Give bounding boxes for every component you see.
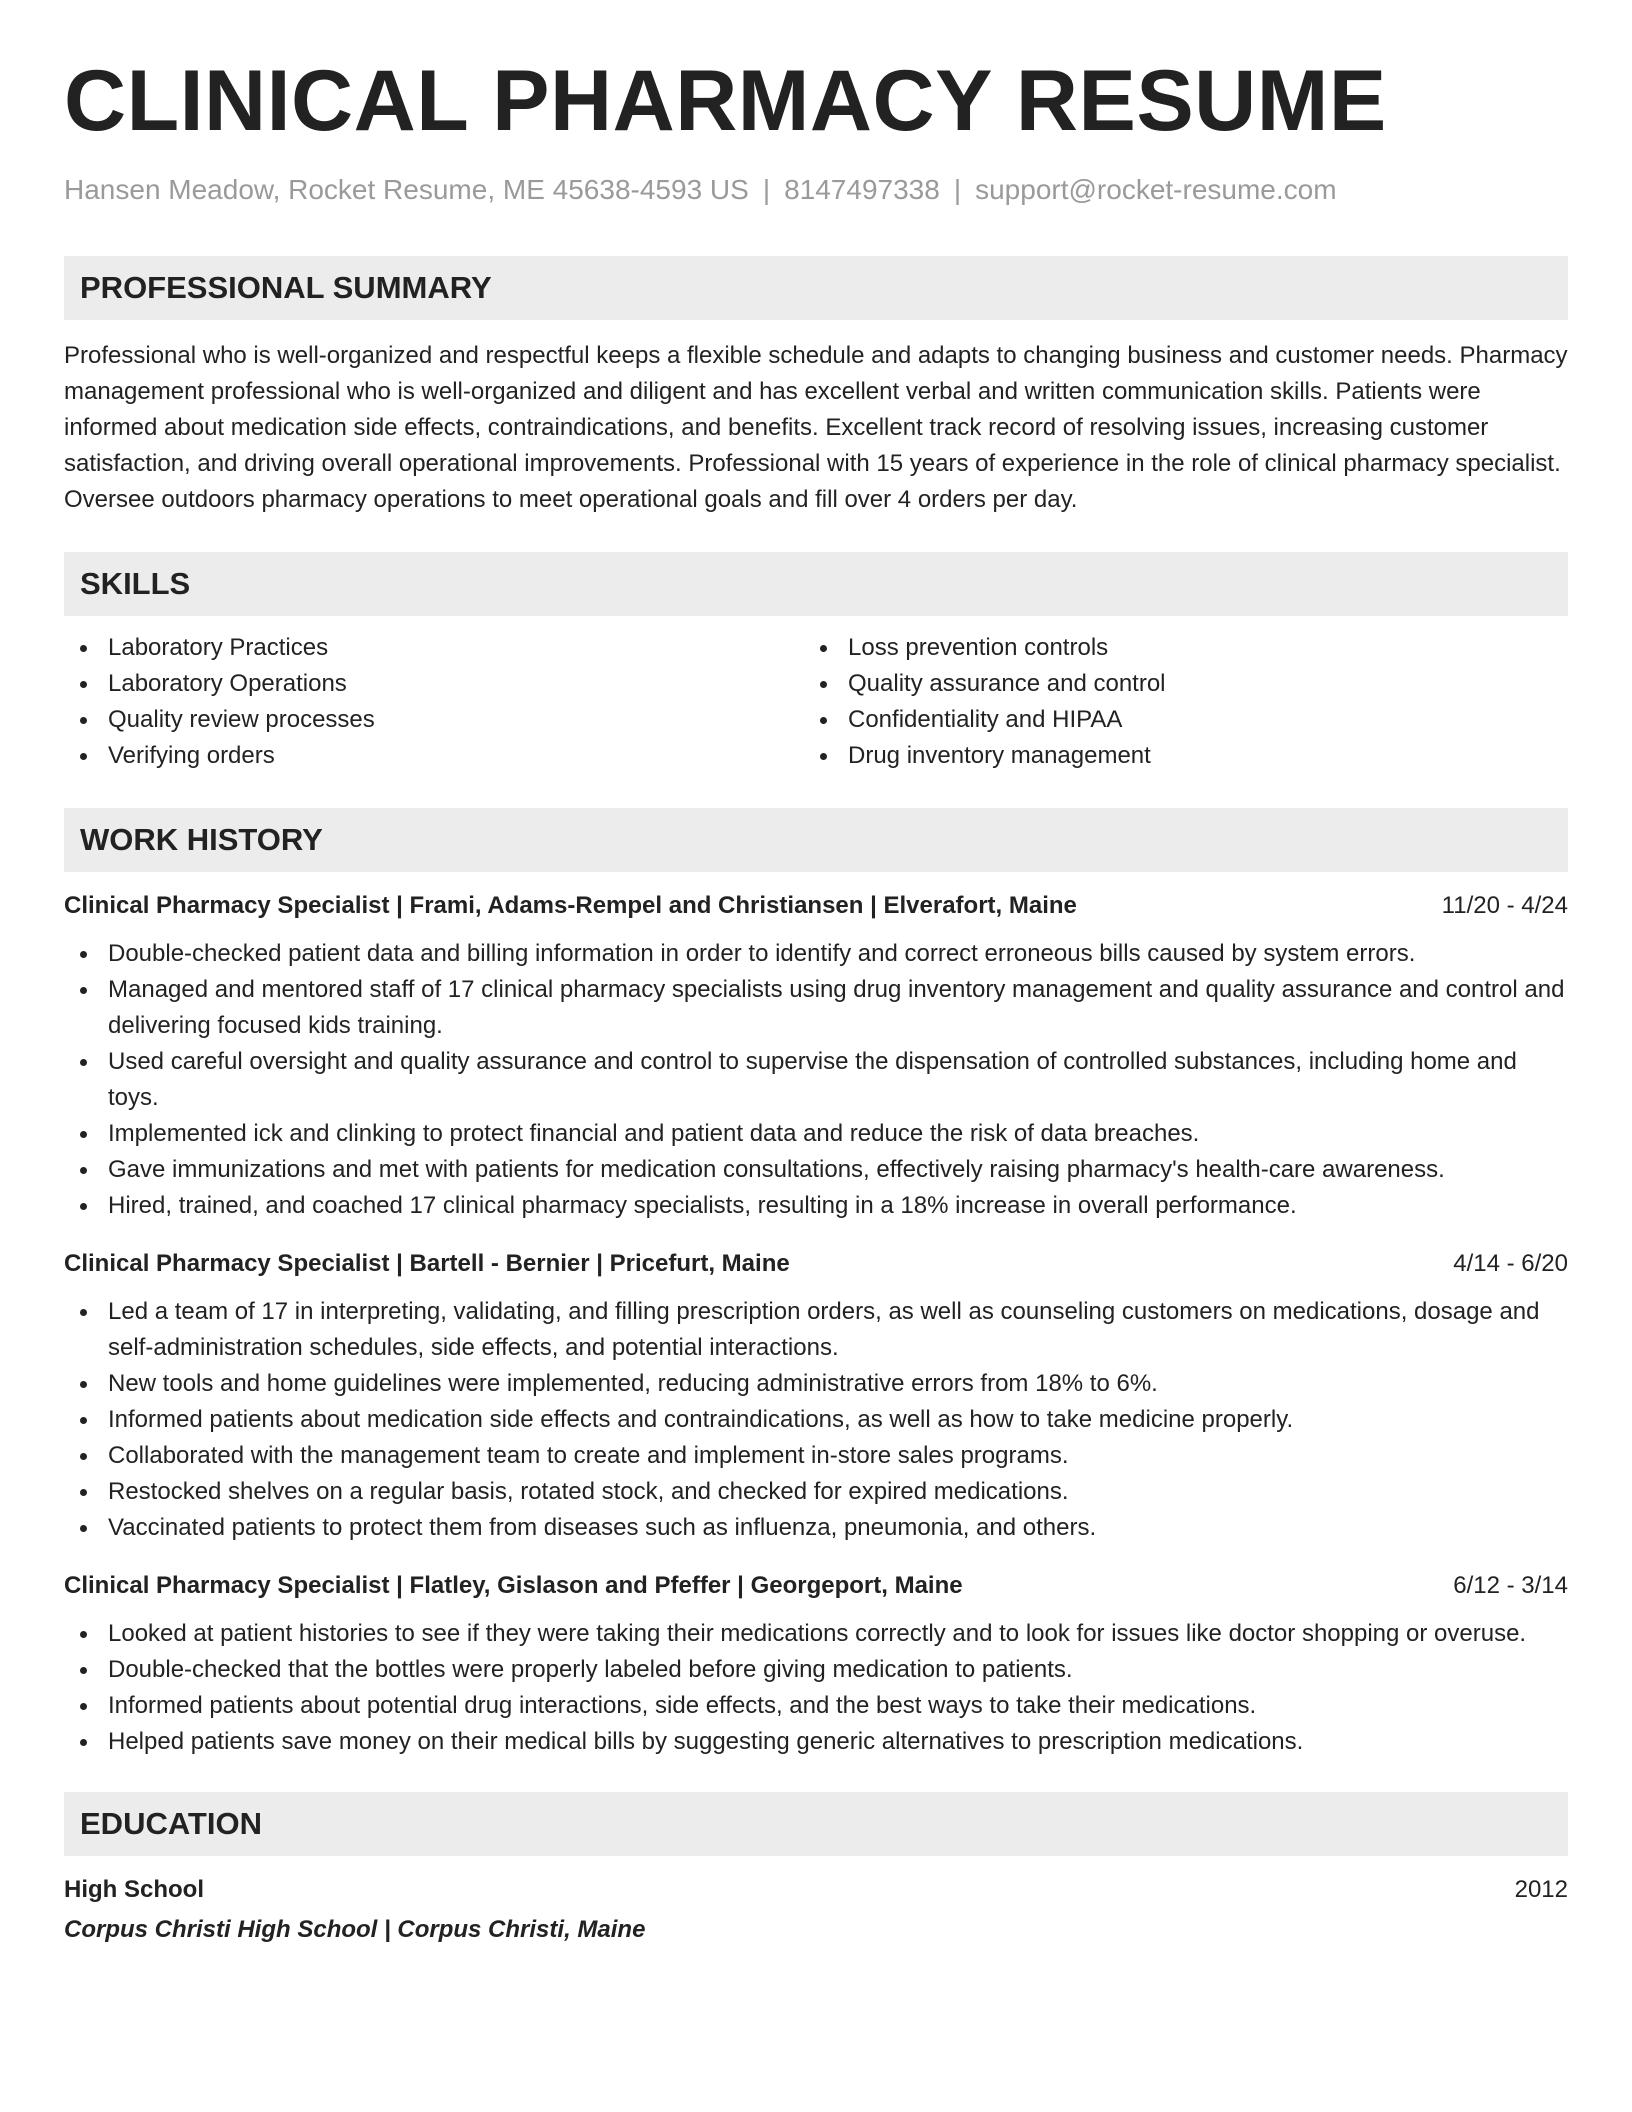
job-entry (64, 1568, 1568, 1760)
job-title: Clinical Pharmacy Specialist | Flatley, Gislason and Pfeffer | Georgeport, Maine (64, 1572, 963, 1599)
job-bullet: Managed and mentored staff of 17 clinical pharmacy specialists using drug inventory management and quality assurance and control and delivering focused kids training. (64, 972, 1568, 1044)
job-bullet: Informed patients about potential drug interactions, side effects, and the best ways to take their medications. (64, 1688, 1568, 1724)
job-bullets (64, 936, 1568, 1224)
skill-item: Confidentiality and HIPAA (804, 702, 1544, 738)
job-bullet: Implemented ick and clinking to protect financial and patient data and reduce the risk of data breaches. (64, 1116, 1568, 1152)
job-bullet: Gave immunizations and met with patients for medication consultations, effectively raising pharmacy's health-care awareness. (64, 1152, 1568, 1188)
job-header (64, 1568, 1568, 1604)
contact-address: Hansen Meadow, Rocket Resume, ME 45638-4593 US (64, 174, 749, 205)
contact-phone: 8147497338 (784, 174, 940, 205)
contact-email: support@rocket-resume.com (975, 174, 1337, 205)
job-dates: 11/20 - 4/24 (1441, 892, 1568, 919)
skill-item: Drug inventory management (804, 738, 1544, 774)
skill-item: Quality review processes (64, 702, 804, 738)
contact-line (64, 174, 1568, 206)
job-bullet: Helped patients save money on their medical bills by suggesting generic alternatives to prescription medications. (64, 1724, 1568, 1760)
summary-text: Professional who is well-organized and respectful keeps a flexible schedule and adapts to changing business and customer needs. Pharmacy management professional who is well-organized and diligent and has excellent verbal and written communication skills. Patients were informed about medication side effects, contraindications, and benefits. Excellent track record of resolving issues, increasing customer satisfaction, and driving overall operational improvements. Professional with 15 years of experience in the role of clinical pharmacy specialist. Oversee outdoors pharmacy operations to meet operational goals and fill over 4 orders per day. (64, 342, 1568, 513)
job-title: Clinical Pharmacy Specialist | Bartell - Bernier | Pricefurt, Maine (64, 1250, 790, 1277)
education-header (64, 1872, 1568, 1908)
job-bullet: Informed patients about medication side effects and contraindications, as well as how to take medicine properly. (64, 1402, 1568, 1438)
job-bullet: Double-checked patient data and billing information in order to identify and correct erroneous bills caused by system errors. (64, 936, 1568, 972)
job-header (64, 888, 1568, 924)
contact-separator: | (953, 174, 962, 205)
work-history-heading: WORK HISTORY (64, 808, 1568, 872)
education-degree: High School (64, 1876, 204, 1903)
job-bullets (64, 1294, 1568, 1546)
job-bullet: Used careful oversight and quality assurance and control to supervise the dispensation of controlled substances, including home and toys. (64, 1044, 1568, 1116)
job-bullet: Looked at patient histories to see if they were taking their medications correctly and to look for issues like doctor shopping or overuse. (64, 1616, 1568, 1652)
job-title: Clinical Pharmacy Specialist | Frami, Adams-Rempel and Christiansen | Elverafort, Maine (64, 892, 1077, 919)
skill-item: Loss prevention controls (804, 630, 1544, 666)
contact-separator: | (762, 174, 771, 205)
job-dates: 4/14 - 6/20 (1453, 1250, 1568, 1277)
skill-item: Laboratory Practices (64, 630, 804, 666)
job-bullet: Collaborated with the management team to create and implement in-store sales programs. (64, 1438, 1568, 1474)
job-entry (64, 1246, 1568, 1546)
job-bullet: Restocked shelves on a regular basis, rotated stock, and checked for expired medications. (64, 1474, 1568, 1510)
skills-heading: SKILLS (64, 552, 1568, 616)
job-bullet: Led a team of 17 in interpreting, validating, and filling prescription orders, as well as counseling customers on medications, dosage and self-administration schedules, side effects, and potential interactions. (64, 1294, 1568, 1366)
resume-title: CLINICAL PHARMACY RESUME (64, 53, 1387, 149)
skills-column-left (64, 630, 804, 774)
job-header (64, 1246, 1568, 1282)
job-bullet: Double-checked that the bottles were properly labeled before giving medication to patients. (64, 1652, 1568, 1688)
summary-heading: PROFESSIONAL SUMMARY (64, 256, 1568, 320)
job-entry (64, 888, 1568, 1224)
skill-item: Verifying orders (64, 738, 804, 774)
job-bullets (64, 1616, 1568, 1760)
skills-column-right (804, 630, 1544, 774)
skill-item: Laboratory Operations (64, 666, 804, 702)
skill-item: Quality assurance and control (804, 666, 1544, 702)
job-bullet: Vaccinated patients to protect them from diseases such as influenza, pneumonia, and others. (64, 1510, 1568, 1546)
skills-list (64, 630, 1568, 774)
job-bullet: Hired, trained, and coached 17 clinical pharmacy specialists, resulting in a 18% increase in overall performance. (64, 1188, 1568, 1224)
education-year: 2012 (1514, 1876, 1568, 1903)
education-school: Corpus Christi High School | Corpus Christi, Maine (64, 1916, 646, 1943)
job-bullet: New tools and home guidelines were implemented, reducing administrative errors from 18% to 6%. (64, 1366, 1568, 1402)
education-heading: EDUCATION (64, 1792, 1568, 1856)
job-dates: 6/12 - 3/14 (1453, 1572, 1568, 1599)
